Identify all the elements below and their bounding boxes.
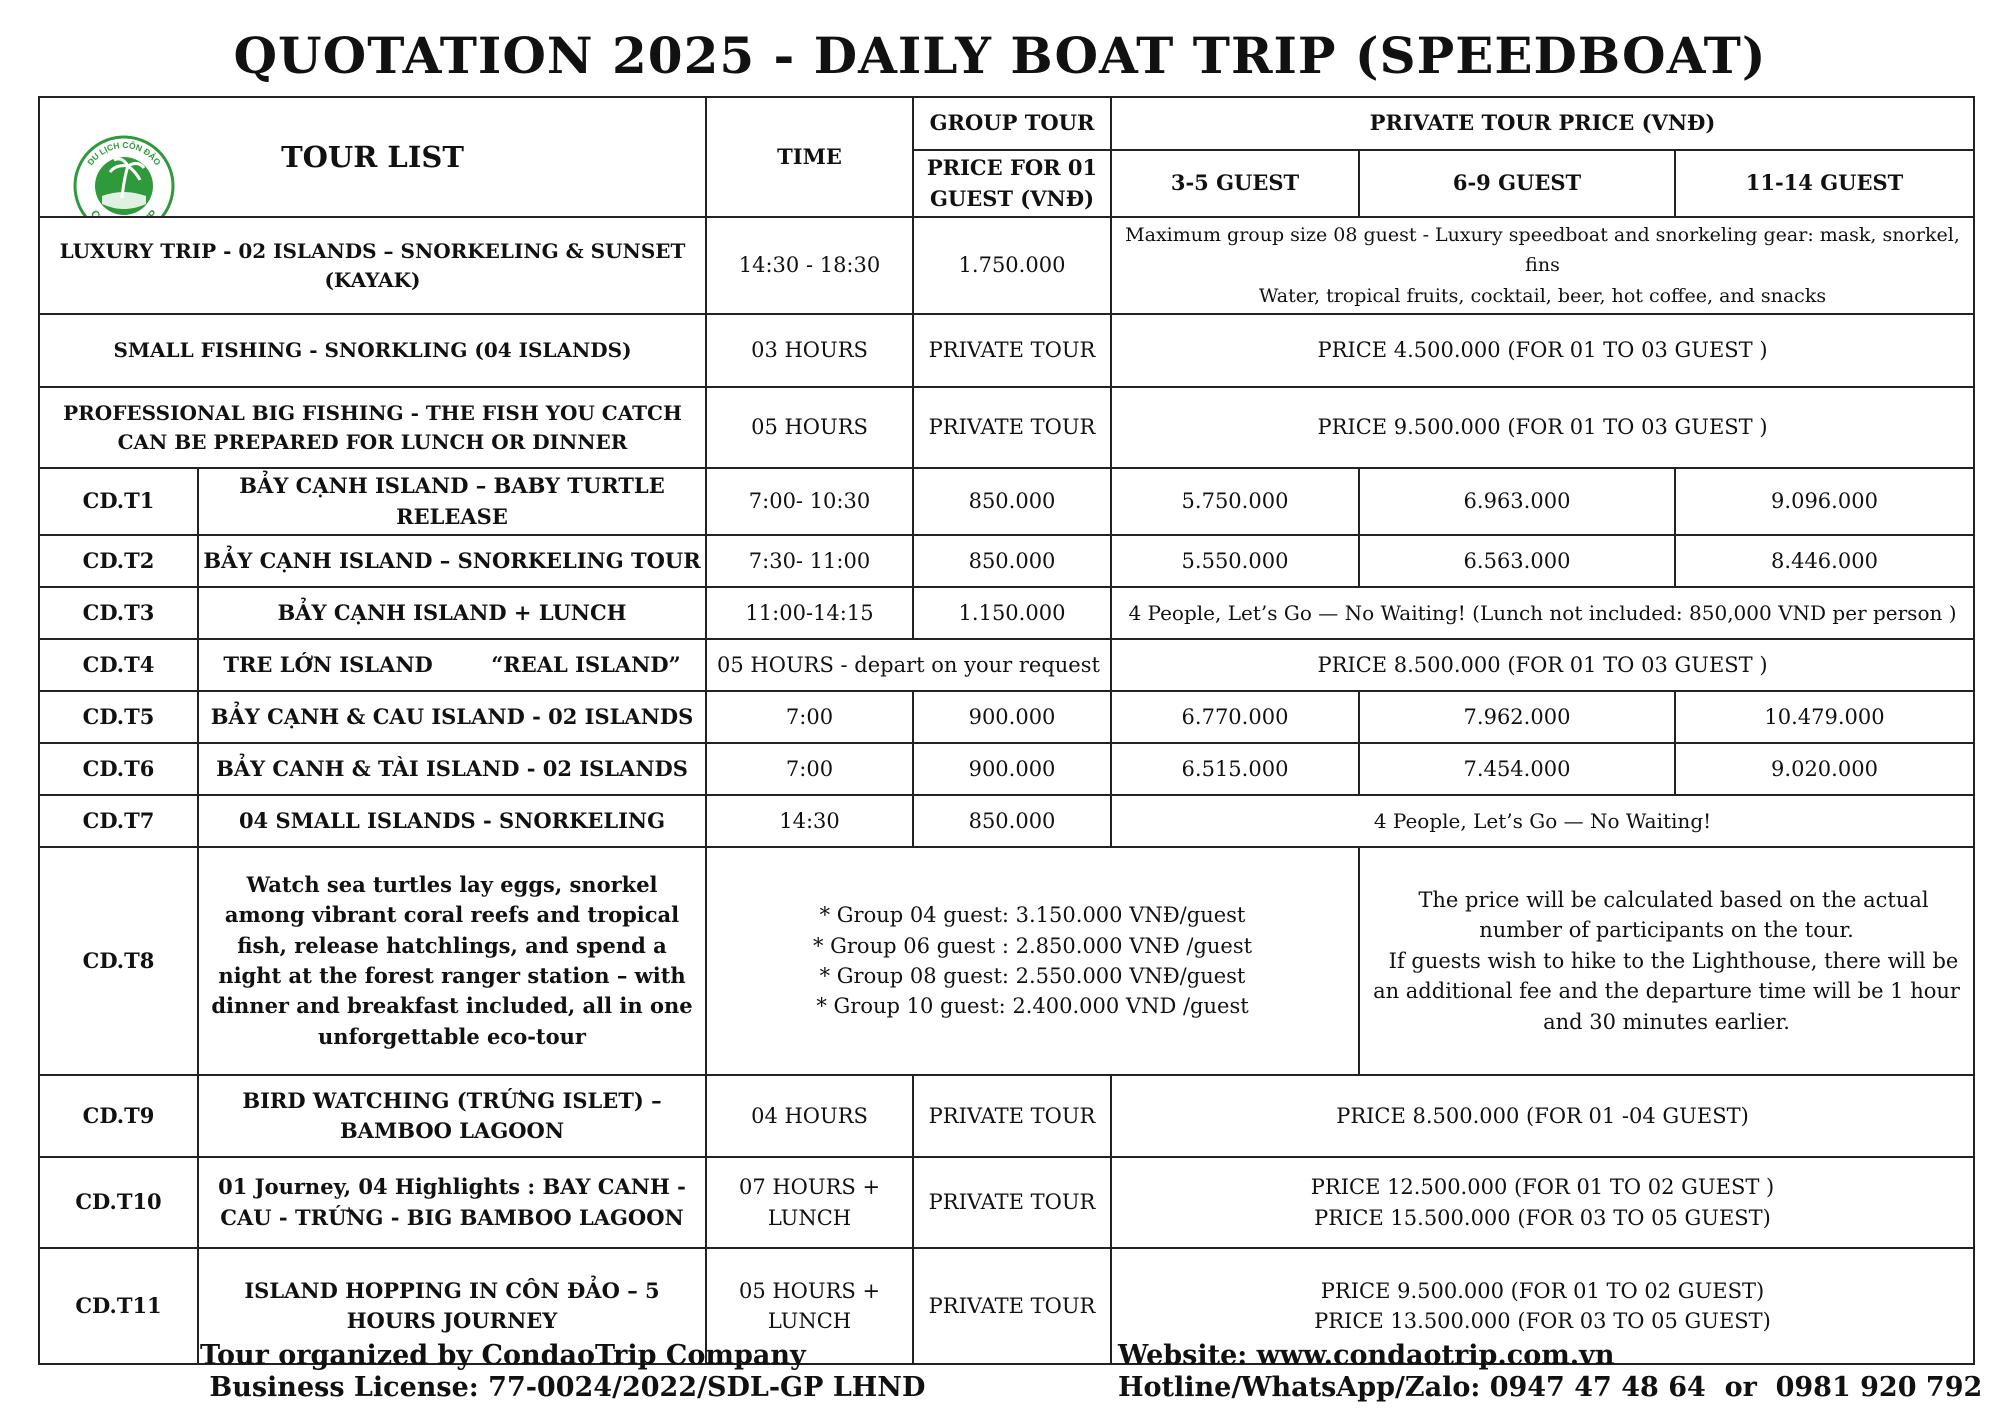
footer-contact-block bbox=[1118, 1340, 1982, 1405]
t8-description: Watch sea turtles lay eggs, snorkel among vibrant coral reefs and tropical fish, release hatchlings, and spend a night at the forest ranger station – with dinner and breakfast included, all in one unforgettable eco-tour bbox=[198, 847, 706, 1075]
t7-name: 04 SMALL ISLANDS - SNORKELING bbox=[198, 795, 706, 847]
t11-code: CD.T11 bbox=[39, 1248, 198, 1364]
luxury-note-line-1: Maximum group size 08 guest - Luxury speedboat and snorkeling gear: mask, snorkel, fins bbox=[1125, 224, 1960, 277]
t5-price-3-5: 6.770.000 bbox=[1111, 691, 1359, 743]
big-fishing-type: PRIVATE TOUR bbox=[913, 387, 1111, 468]
condaotrip-logo bbox=[72, 134, 176, 236]
t10-type: PRIVATE TOUR bbox=[913, 1157, 1111, 1248]
table-row-t2 bbox=[39, 535, 1974, 587]
t2-code: CD.T2 bbox=[39, 535, 198, 587]
guest-3-5-header: 3-5 GUEST bbox=[1111, 150, 1359, 217]
t11-type: PRIVATE TOUR bbox=[913, 1248, 1111, 1364]
t5-price-6-9: 7.962.000 bbox=[1359, 691, 1675, 743]
big-fishing-time: 05 HOURS bbox=[706, 387, 913, 468]
t11-price-1: PRICE 9.500.000 (FOR 01 TO 02 GUEST) bbox=[1320, 1278, 1765, 1303]
group-tour-header: GROUP TOUR bbox=[913, 97, 1111, 150]
quotation-table bbox=[38, 96, 1975, 1365]
tour-list-header bbox=[39, 97, 706, 236]
t2-price-11-14: 8.446.000 bbox=[1675, 535, 1974, 587]
t6-price-6-9: 7.454.000 bbox=[1359, 743, 1675, 795]
t6-name: BẢY CANH & TÀI ISLAND - 02 ISLANDS bbox=[198, 743, 706, 795]
table-row-t6 bbox=[39, 743, 1974, 795]
t8-group-prices bbox=[706, 847, 1359, 1075]
t3-note: 4 People, Let’s Go — No Waiting! (Lunch not included: 850,000 VND per person ) bbox=[1111, 587, 1974, 639]
t8-note-2: If guests wish to hike to the Lighthouse, there will be an additional fee and the departure time will be 1 hour and 30 minutes earlier. bbox=[1373, 948, 1960, 1034]
small-fishing-type: PRIVATE TOUR bbox=[913, 314, 1111, 387]
table-row-t1 bbox=[39, 468, 1974, 535]
t1-price-6-9: 6.963.000 bbox=[1359, 468, 1675, 535]
t10-prices bbox=[1111, 1157, 1974, 1248]
t1-price-3-5: 5.750.000 bbox=[1111, 468, 1359, 535]
t9-price: PRICE 8.500.000 (FOR 01 -04 GUEST) bbox=[1111, 1075, 1974, 1157]
luxury-price: 1.750.000 bbox=[913, 217, 1111, 314]
t3-code: CD.T3 bbox=[39, 587, 198, 639]
t11-price-2: PRICE 13.500.000 (FOR 03 TO 05 GUEST) bbox=[1314, 1309, 1771, 1334]
t10-code: CD.T10 bbox=[39, 1157, 198, 1248]
t8-group-08: * Group 08 guest: 2.550.000 VNĐ/guest bbox=[819, 964, 1246, 989]
t5-price: 900.000 bbox=[913, 691, 1111, 743]
t3-time: 11:00-14:15 bbox=[706, 587, 913, 639]
t4-time: 05 HOURS - depart on your request bbox=[706, 639, 1111, 691]
big-fishing-price: PRICE 9.500.000 (FOR 01 TO 03 GUEST ) bbox=[1111, 387, 1974, 468]
t1-time: 7:00- 10:30 bbox=[706, 468, 913, 535]
t8-code: CD.T8 bbox=[39, 847, 198, 1075]
t3-name: BẢY CẠNH ISLAND + LUNCH bbox=[198, 587, 706, 639]
small-fishing-price: PRICE 4.500.000 (FOR 01 TO 03 GUEST ) bbox=[1111, 314, 1974, 387]
luxury-note bbox=[1111, 217, 1974, 314]
t2-time: 7:30- 11:00 bbox=[706, 535, 913, 587]
t9-time: 04 HOURS bbox=[706, 1075, 913, 1157]
t1-price: 850.000 bbox=[913, 468, 1111, 535]
header-row-1 bbox=[39, 97, 1974, 150]
table-row-t3 bbox=[39, 587, 1974, 639]
private-price-header: PRIVATE TOUR PRICE (VNĐ) bbox=[1111, 97, 1974, 150]
t8-notes bbox=[1359, 847, 1974, 1075]
footer-company-block bbox=[200, 1340, 925, 1405]
t8-note-1: The price will be calculated based on the actual number of participants on the tour. bbox=[1418, 887, 1929, 943]
t1-price-11-14: 9.096.000 bbox=[1675, 468, 1974, 535]
page-title: QUOTATION 2025 - DAILY BOAT TRIP (SPEEDBOAT) bbox=[233, 26, 1767, 85]
t11-name: ISLAND HOPPING IN CÔN ĐẢO – 5 HOURS JOURNEY bbox=[198, 1248, 706, 1364]
table-row-t9 bbox=[39, 1075, 1974, 1157]
t4-price: PRICE 8.500.000 (FOR 01 TO 03 GUEST ) bbox=[1111, 639, 1974, 691]
luxury-name: LUXURY TRIP - 02 ISLANDS – SNORKELING & SUNSET (KAYAK) bbox=[39, 217, 706, 314]
t2-price-3-5: 5.550.000 bbox=[1111, 535, 1359, 587]
t8-group-06: * Group 06 guest : 2.850.000 VNĐ /guest bbox=[812, 933, 1253, 958]
t10-price-2: PRICE 15.500.000 (FOR 03 TO 05 GUEST) bbox=[1314, 1205, 1771, 1230]
small-fishing-name: SMALL FISHING - SNORKLING (04 ISLANDS) bbox=[39, 314, 706, 387]
t10-time: 07 HOURS + LUNCH bbox=[706, 1157, 913, 1248]
t2-price-6-9: 6.563.000 bbox=[1359, 535, 1675, 587]
t9-name: BIRD WATCHING (TRỨNG ISLET) – BAMBOO LAGOON bbox=[198, 1075, 706, 1157]
t7-price: 850.000 bbox=[913, 795, 1111, 847]
t2-price: 850.000 bbox=[913, 535, 1111, 587]
t2-name: BẢY CẠNH ISLAND – SNORKELING TOUR bbox=[198, 535, 706, 587]
table-row-t5 bbox=[39, 691, 1974, 743]
t7-note: 4 People, Let’s Go — No Waiting! bbox=[1111, 795, 1974, 847]
table-row-t4 bbox=[39, 639, 1974, 691]
t4-code: CD.T4 bbox=[39, 639, 198, 691]
t10-name-route: BAY CANH - CAU - TRỨNG - BIG BAMBOO LAGOON bbox=[220, 1174, 686, 1230]
t5-name: BẢY CẠNH & CAU ISLAND - 02 ISLANDS bbox=[198, 691, 706, 743]
guest-11-14-header: 11-14 GUEST bbox=[1675, 150, 1974, 217]
footer-license: Business License: 77-0024/2022/SDL-GP LHND bbox=[200, 1372, 926, 1404]
t10-name-lead: 01 Journey, 04 Highlights : bbox=[218, 1174, 543, 1200]
t10-name bbox=[198, 1157, 706, 1248]
table-row-small-fishing bbox=[39, 314, 1974, 387]
logo-name-text: CON DAO TRIP bbox=[87, 208, 161, 236]
t5-code: CD.T5 bbox=[39, 691, 198, 743]
t9-code: CD.T9 bbox=[39, 1075, 198, 1157]
t6-price-11-14: 9.020.000 bbox=[1675, 743, 1974, 795]
t1-code: CD.T1 bbox=[39, 468, 198, 535]
t8-group-04: * Group 04 guest: 3.150.000 VNĐ/guest bbox=[819, 903, 1246, 928]
table-row-t10 bbox=[39, 1157, 1974, 1248]
small-fishing-time: 03 HOURS bbox=[706, 314, 913, 387]
big-fishing-name: PROFESSIONAL BIG FISHING - THE FISH YOU CATCH CAN BE PREPARED FOR LUNCH OR DINNER bbox=[39, 387, 706, 468]
logo-arc-text: DU LỊCH CÔN ĐẢO bbox=[85, 139, 163, 168]
t4-name: TRE LỚN ISLAND “REAL ISLAND” bbox=[198, 639, 706, 691]
luxury-time: 14:30 - 18:30 bbox=[706, 217, 913, 314]
t11-time: 05 HOURS + LUNCH bbox=[706, 1248, 913, 1364]
t6-price: 900.000 bbox=[913, 743, 1111, 795]
t3-price: 1.150.000 bbox=[913, 587, 1111, 639]
t6-code: CD.T6 bbox=[39, 743, 198, 795]
table-row-big-fishing bbox=[39, 387, 1974, 468]
t6-time: 7:00 bbox=[706, 743, 913, 795]
footer-hotline: Hotline/WhatsApp/Zalo: 0947 47 48 64 or 0981 920 792 bbox=[1118, 1372, 1983, 1404]
guest-6-9-header: 6-9 GUEST bbox=[1359, 150, 1675, 217]
t8-group-10: * Group 10 guest: 2.400.000 VND /guest bbox=[816, 994, 1249, 1019]
t10-price-1: PRICE 12.500.000 (FOR 01 TO 02 GUEST ) bbox=[1310, 1175, 1775, 1200]
t7-time: 14:30 bbox=[706, 795, 913, 847]
t5-price-11-14: 10.479.000 bbox=[1675, 691, 1974, 743]
table-row-t7 bbox=[39, 795, 1974, 847]
price-for-one-header: PRICE FOR 01 GUEST (VNĐ) bbox=[913, 150, 1111, 217]
luxury-note-line-2: Water, tropical fruits, cocktail, beer, hot coffee, and snacks bbox=[1258, 284, 1827, 307]
t6-price-3-5: 6.515.000 bbox=[1111, 743, 1359, 795]
t1-name: BẢY CẠNH ISLAND – BABY TURTLE RELEASE bbox=[198, 468, 706, 535]
tour-list-label: TOUR LIST bbox=[281, 139, 464, 174]
time-header: TIME bbox=[706, 97, 913, 217]
t7-code: CD.T7 bbox=[39, 795, 198, 847]
t5-time: 7:00 bbox=[706, 691, 913, 743]
footer-company: Tour organized by CondaoTrip Company bbox=[200, 1340, 806, 1371]
t9-type: PRIVATE TOUR bbox=[913, 1075, 1111, 1157]
footer-website: Website: www.condaotrip.com.vn bbox=[1118, 1340, 1615, 1371]
table-row-luxury bbox=[39, 217, 1974, 314]
table-row-t8 bbox=[39, 847, 1974, 1075]
